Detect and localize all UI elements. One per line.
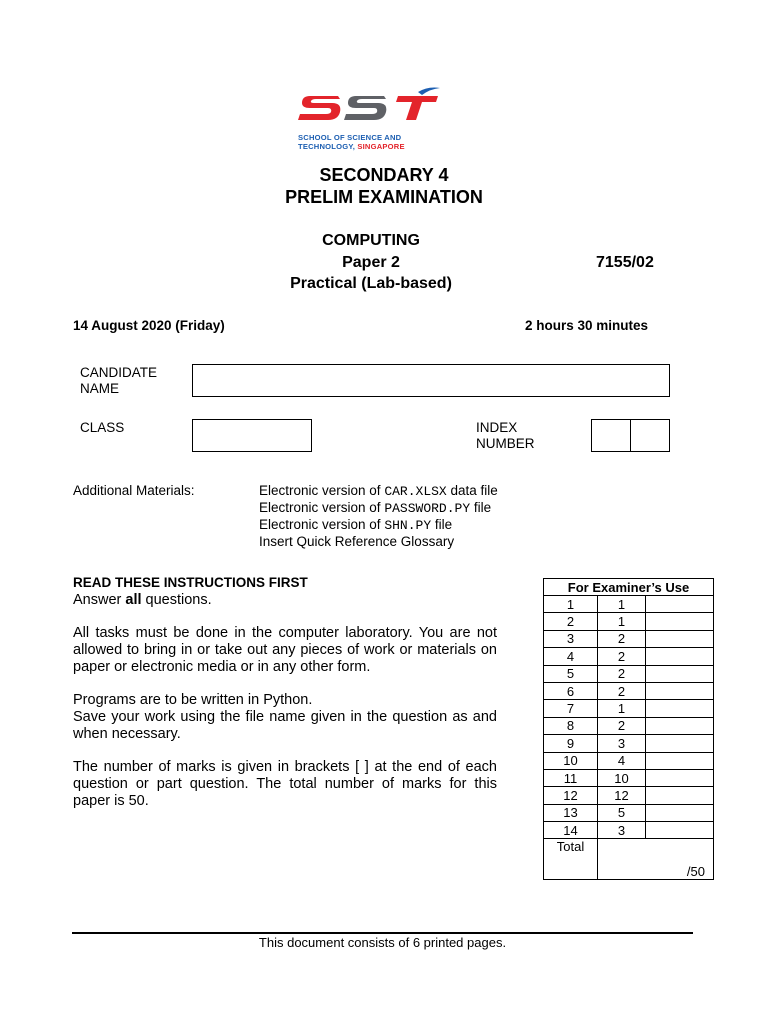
question-number: 14	[544, 822, 598, 839]
max-marks: 2	[598, 665, 646, 682]
examiner-row	[544, 648, 714, 665]
total-value: /50	[598, 839, 714, 880]
materials-list	[259, 483, 498, 550]
instructions-answer-all: Answer all questions.	[73, 592, 212, 608]
max-marks: 10	[598, 769, 646, 786]
examiner-row	[544, 682, 714, 699]
title-line-2: PRELIM EXAMINATION	[285, 187, 483, 207]
examiner-row	[544, 787, 714, 804]
question-number: 3	[544, 630, 598, 647]
examiner-row	[544, 752, 714, 769]
class-field[interactable]	[192, 419, 312, 452]
school-logo	[298, 86, 442, 151]
class-label: CLASS	[80, 420, 125, 435]
total-label: Total	[544, 839, 598, 880]
logo-caption	[298, 133, 442, 151]
question-number: 11	[544, 769, 598, 786]
materials-item: Insert Quick Reference Glossary	[259, 534, 455, 549]
max-marks: 1	[598, 700, 646, 717]
index-number-digit-1[interactable]	[591, 419, 631, 452]
examiner-table-title: For Examiner’s Use	[544, 579, 714, 596]
question-number: 9	[544, 735, 598, 752]
practical-label: Practical (Lab-based)	[290, 275, 452, 292]
subject: COMPUTING	[322, 232, 420, 249]
materials-file-car: CAR.XLSX	[384, 484, 447, 499]
question-number: 7	[544, 700, 598, 717]
examiner-table	[543, 578, 714, 880]
materials-item: Electronic version of PASSWORD.PY file	[259, 500, 492, 516]
question-number: 13	[544, 804, 598, 821]
question-number: 1	[544, 596, 598, 613]
max-marks: 4	[598, 752, 646, 769]
instructions-heading: READ THESE INSTRUCTIONS FIRST	[73, 575, 308, 590]
examiner-row	[544, 769, 714, 786]
instructions-save-work: Save your work using the file name given in the question as and when necessary.	[73, 709, 497, 742]
awarded-marks-cell[interactable]	[646, 682, 714, 699]
awarded-marks-cell[interactable]	[646, 822, 714, 839]
awarded-marks-cell[interactable]	[646, 700, 714, 717]
examiner-row	[544, 717, 714, 734]
question-number: 10	[544, 752, 598, 769]
max-marks: 2	[598, 682, 646, 699]
awarded-marks-cell[interactable]	[646, 717, 714, 734]
awarded-marks-cell[interactable]	[646, 769, 714, 786]
awarded-marks-cell[interactable]	[646, 735, 714, 752]
question-number: 5	[544, 665, 598, 682]
materials-file-password: PASSWORD.PY	[384, 501, 471, 516]
question-number: 6	[544, 682, 598, 699]
max-marks: 1	[598, 613, 646, 630]
candidate-name-label: CANDIDATE NAME	[80, 365, 158, 396]
max-marks: 5	[598, 804, 646, 821]
examiner-row	[544, 596, 714, 613]
exam-duration: 2 hours 30 minutes	[525, 318, 649, 333]
awarded-marks-cell[interactable]	[646, 596, 714, 613]
max-marks: 2	[598, 648, 646, 665]
index-number-label: INDEX NUMBER	[476, 420, 535, 451]
instructions-python: Programs are to be written in Python.	[73, 692, 313, 708]
examiner-row	[544, 804, 714, 821]
materials-file-shn: SHN.PY	[384, 518, 432, 533]
paper: Paper 2	[342, 254, 400, 271]
logo-line-1: SCHOOL OF SCIENCE AND	[298, 133, 402, 142]
materials-item: Electronic version of CAR.XLSX data file	[259, 483, 498, 499]
examiner-row	[544, 822, 714, 839]
awarded-marks-cell[interactable]	[646, 665, 714, 682]
title-line-1: SECONDARY 4	[319, 165, 449, 185]
max-marks: 1	[598, 596, 646, 613]
examiner-row	[544, 630, 714, 647]
instructions-marks: The number of marks is given in brackets [ ] at the end of each question or part question. The total number of marks for this paper is 50.	[73, 759, 497, 809]
question-number: 8	[544, 717, 598, 734]
awarded-marks-cell[interactable]	[646, 787, 714, 804]
examiner-row	[544, 735, 714, 752]
logo-line-2-singapore: SINGAPORE	[357, 142, 405, 151]
max-marks: 12	[598, 787, 646, 804]
exam-date: 14 August 2020 (Friday)	[73, 318, 225, 333]
max-marks: 3	[598, 822, 646, 839]
question-number: 2	[544, 613, 598, 630]
max-marks: 3	[598, 735, 646, 752]
awarded-marks-cell[interactable]	[646, 648, 714, 665]
awarded-marks-cell[interactable]	[646, 630, 714, 647]
max-marks: 2	[598, 630, 646, 647]
examiner-row	[544, 613, 714, 630]
examiner-row	[544, 665, 714, 682]
index-number-digit-2[interactable]	[630, 419, 670, 452]
instructions-lab-rules: All tasks must be done in the computer laboratory. You are not allowed to bring in or take out any pieces of work or materials on paper or electronic media or in any other form.	[73, 625, 497, 675]
question-number: 4	[544, 648, 598, 665]
footer-divider	[72, 932, 693, 934]
examiner-row	[544, 700, 714, 717]
paper-code: 7155/02	[596, 254, 654, 271]
question-number: 12	[544, 787, 598, 804]
materials-label: Additional Materials:	[73, 483, 195, 498]
footer-text: This document consists of 6 printed pages.	[258, 935, 507, 950]
sst-logo-mark	[298, 86, 442, 128]
materials-item: Electronic version of SHN.PY file	[259, 517, 453, 533]
max-marks: 2	[598, 717, 646, 734]
awarded-marks-cell[interactable]	[646, 752, 714, 769]
awarded-marks-cell[interactable]	[646, 804, 714, 821]
examiner-rows	[544, 596, 714, 839]
awarded-marks-cell[interactable]	[646, 613, 714, 630]
candidate-name-field[interactable]	[192, 364, 670, 397]
logo-line-2: TECHNOLOGY, SINGAPORE	[298, 142, 405, 151]
